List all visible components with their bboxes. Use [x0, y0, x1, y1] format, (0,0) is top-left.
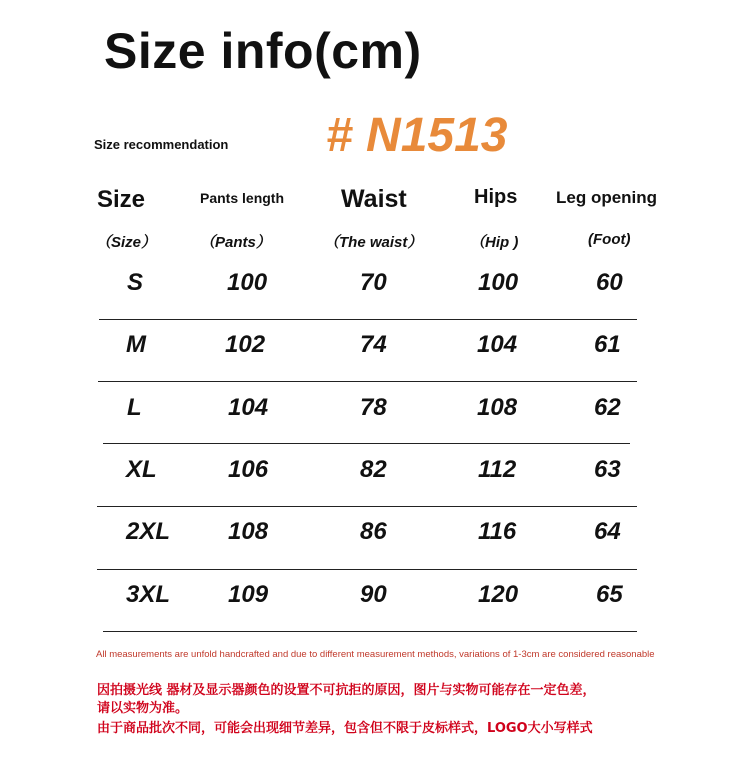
pants-length-cell: 108: [228, 518, 269, 545]
header-pants-length: Pants length: [200, 190, 285, 206]
header-waist: Waist: [341, 185, 407, 213]
hips-cell: 108: [477, 394, 518, 421]
hips-cell: 120: [478, 581, 519, 608]
row-divider: [99, 319, 637, 320]
waist-cell: 90: [360, 581, 387, 608]
color-difference-note: 因拍摄光线 器材及显示器颜色的设置不可抗拒的原因，图片与实物可能存在一定色差，: [97, 683, 596, 698]
size-recommendation-label: Size recommendation: [94, 137, 229, 152]
batch-difference-note: 由于商品批次不同，可能会出现细节差异，包含但不限于皮标样式，LOGO大小写样式: [97, 721, 593, 736]
leg-opening-cell: 63: [594, 456, 621, 483]
header-leg-opening: Leg opening: [556, 188, 658, 207]
size-cell: 3XL: [126, 581, 171, 608]
row-divider: [103, 443, 630, 444]
subheader-leg: (Foot): [588, 231, 631, 248]
waist-cell: 78: [360, 394, 387, 421]
subheader-pants: （Pants）: [200, 234, 271, 251]
leg-opening-cell: 60: [596, 269, 623, 296]
hips-cell: 112: [478, 456, 517, 483]
waist-cell: 74: [360, 331, 387, 358]
refer-to-actual-note: 请以实物为准。: [97, 701, 189, 716]
leg-opening-cell: 65: [596, 581, 623, 608]
row-divider: [97, 569, 637, 570]
row-divider: [103, 631, 637, 632]
hips-cell: 100: [478, 269, 519, 296]
size-cell: XL: [126, 456, 157, 483]
pants-length-cell: 109: [228, 581, 269, 608]
measurement-note: All measurements are unfold handcrafted and due to different measurement methods, variations of 1-3cm are considered reasonable: [96, 649, 655, 660]
pants-length-cell: 102: [225, 331, 266, 358]
leg-opening-cell: 61: [594, 331, 621, 358]
pants-length-cell: 100: [227, 269, 268, 296]
header-size: Size: [97, 186, 146, 213]
size-cell: M: [126, 331, 146, 358]
page-title: Size info(cm): [104, 23, 422, 79]
waist-cell: 82: [360, 456, 387, 483]
pants-length-cell: 104: [228, 394, 269, 421]
size-cell: S: [127, 269, 144, 296]
row-divider: [97, 506, 637, 507]
subheader-hips: （Hip ): [470, 234, 519, 251]
size-cell: 2XL: [126, 518, 171, 545]
waist-cell: 86: [360, 518, 387, 545]
hips-cell: 116: [478, 518, 517, 545]
product-code: # N1513: [326, 109, 508, 162]
subheader-waist: （The waist）: [324, 234, 423, 251]
leg-opening-cell: 64: [594, 518, 621, 545]
waist-cell: 70: [360, 269, 387, 296]
hips-cell: 104: [477, 331, 518, 358]
row-divider: [98, 381, 637, 382]
pants-length-cell: 106: [228, 456, 269, 483]
header-hips: Hips: [474, 186, 518, 208]
leg-opening-cell: 62: [594, 394, 621, 421]
subheader-size: （Size）: [96, 234, 157, 251]
size-cell: L: [127, 394, 142, 421]
